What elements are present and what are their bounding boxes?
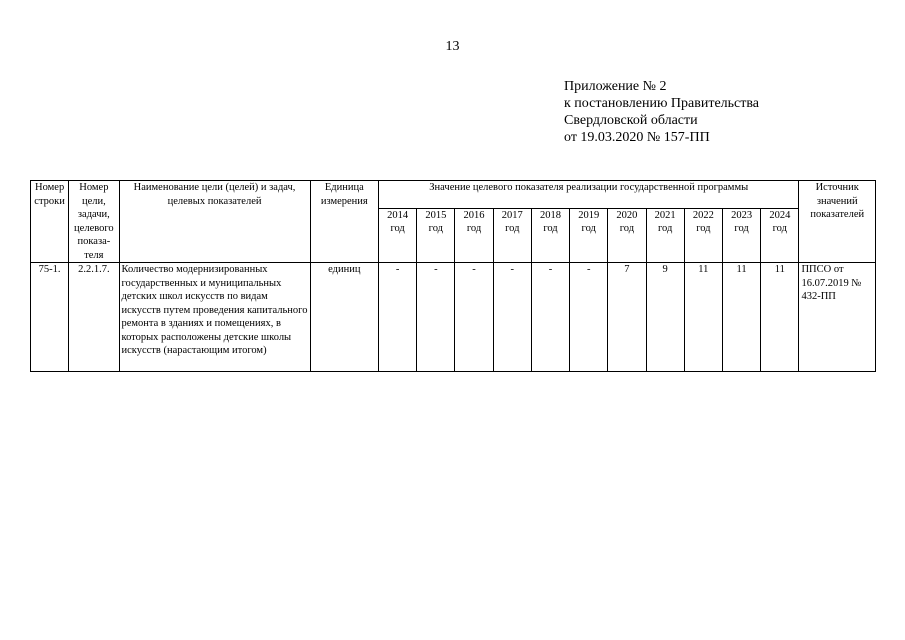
- cell-value: -: [570, 263, 608, 372]
- appendix-line: от 19.03.2020 № 157-ПП: [564, 130, 710, 145]
- cell-goal-number: 2.2.1.7.: [69, 263, 119, 372]
- header-year: 2024 год: [761, 208, 799, 262]
- appendix-line: к постановлению Правительства: [564, 96, 760, 111]
- appendix-line: Свердловской области: [564, 113, 698, 128]
- header-year: 2019 год: [570, 208, 608, 262]
- cell-value: -: [493, 263, 531, 372]
- header-year: 2020 год: [608, 208, 646, 262]
- cell-value: -: [417, 263, 455, 372]
- cell-row-number: 75-1.: [31, 263, 69, 372]
- header-year: 2014 год: [379, 208, 417, 262]
- page-number: 13: [445, 39, 460, 54]
- appendix-line: Приложение № 2: [564, 79, 667, 94]
- header-year: 2023 год: [722, 208, 760, 262]
- cell-source: ППСО от 16.07.2019 № 432-ПП: [799, 263, 876, 372]
- cell-value: 11: [722, 263, 760, 372]
- header-row-number: Номер строки: [31, 181, 69, 263]
- cell-value: -: [455, 263, 493, 372]
- header-source: Источник значений показателей: [799, 181, 876, 263]
- cell-value: -: [531, 263, 569, 372]
- cell-value: 11: [684, 263, 722, 372]
- cell-value: 9: [646, 263, 684, 372]
- goals-table: [30, 180, 876, 372]
- header-values-group: Значение целевого показателя реализации государственной программы: [379, 181, 799, 209]
- cell-unit: единиц: [310, 263, 378, 372]
- header-goal-number: Номер цели, задачи, целевого показа-теля: [69, 181, 119, 263]
- header-year: 2018 год: [531, 208, 569, 262]
- header-year: 2015 год: [417, 208, 455, 262]
- header-year: 2017 год: [493, 208, 531, 262]
- cell-name: Количество модернизированных государственных и муниципальных детских школ искусств по видам искусств путем проведения капитального ремонта в зданиях и помещениях, в которых расположены детские школы искусств (нарастающим итогом): [119, 263, 310, 372]
- header-year: 2022 год: [684, 208, 722, 262]
- cell-value: 11: [761, 263, 799, 372]
- cell-value: -: [379, 263, 417, 372]
- header-unit: Единица измерения: [310, 181, 378, 263]
- header-row: [31, 181, 876, 209]
- cell-value: 7: [608, 263, 646, 372]
- table-row: [31, 263, 876, 372]
- header-year: 2016 год: [455, 208, 493, 262]
- header-year: 2021 год: [646, 208, 684, 262]
- appendix-block: [564, 78, 759, 146]
- header-name: Наименование цели (целей) и задач, целевых показателей: [119, 181, 310, 263]
